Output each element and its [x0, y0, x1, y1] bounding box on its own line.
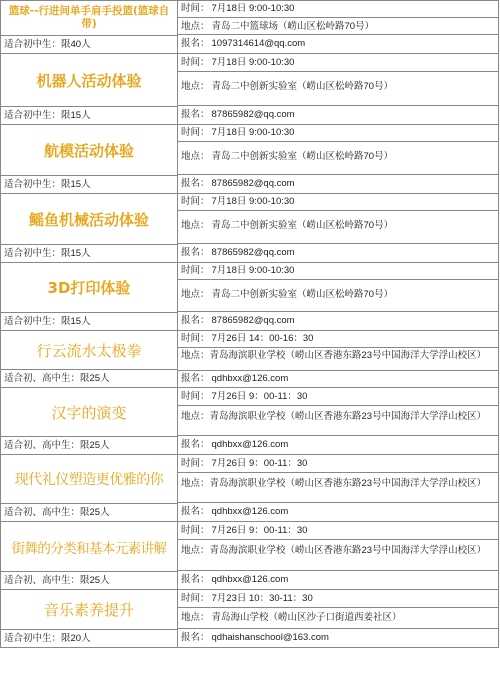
time-row: [178, 388, 498, 406]
time-label: 时间：: [181, 333, 210, 344]
signup-value: qdhbxx@126.com: [211, 373, 289, 385]
signup-value: qdhaishanschool@163.com: [211, 632, 329, 644]
activity-title: 机器人活动体验: [36, 71, 142, 90]
place-label: 地点：: [181, 20, 210, 32]
time-value: 7月18日 9:00-10:30: [211, 265, 295, 276]
signup-value: 87865982@qq.com: [211, 315, 295, 327]
place-label: 地点：: [181, 477, 210, 489]
activity-details: [178, 590, 499, 647]
activity-block: [1, 388, 499, 455]
signup-label: 报名：: [181, 178, 210, 190]
time-label: 时间：: [181, 127, 210, 138]
time-value: 7月26日 9：00-11：30: [211, 525, 308, 536]
signup-label: 报名：: [181, 38, 210, 50]
signup-value: 1097314614@qq.com: [211, 38, 306, 50]
activity-details: [178, 388, 499, 454]
time-label: 时间：: [181, 391, 210, 402]
activity-eligibility: 适合初中生：限15人: [1, 312, 177, 330]
signup-value: 87865982@qq.com: [211, 178, 295, 190]
activity-block: [1, 455, 499, 522]
time-value: 7月18日 9:00-10:30: [211, 3, 295, 14]
activity-title: 现代礼仪塑造更优雅的你: [14, 472, 164, 488]
signup-label: 报名：: [181, 574, 210, 586]
place-value: 青岛二中创新实验室（崂山区松岭路70号）: [211, 150, 394, 162]
place-value: 青岛海滨职业学校（崂山区香港东路23号中国海洋大学浮山校区）: [209, 544, 487, 556]
time-label: 时间：: [181, 525, 210, 536]
signup-value: qdhbxx@126.com: [211, 439, 289, 451]
time-value: 7月18日 9:00-10:30: [211, 57, 295, 68]
activity-left-cell: [1, 263, 178, 330]
time-row: [178, 54, 498, 72]
signup-label: 报名：: [181, 315, 210, 327]
activity-left-cell: [1, 125, 178, 193]
activity-details: [178, 54, 499, 124]
time-row: [178, 455, 498, 473]
signup-label: 报名：: [181, 373, 210, 385]
signup-value: 87865982@qq.com: [211, 109, 295, 120]
time-label: 时间：: [181, 3, 210, 14]
activity-eligibility: 适合初、高中生：限25人: [1, 503, 177, 521]
time-row: [178, 331, 498, 348]
activity-block: [1, 54, 499, 125]
signup-row: [178, 244, 498, 262]
activity-left-cell: [1, 590, 178, 647]
activity-title: 鳐鱼机械活动体验: [28, 210, 149, 229]
time-label: 时间：: [181, 593, 210, 604]
signup-row: [178, 371, 498, 387]
time-value: 7月26日 9：00-11：30: [211, 458, 308, 469]
time-value: 7月18日 9:00-10:30: [211, 127, 295, 138]
place-value: 青岛二中篮球场（崂山区松岭路70号）: [211, 20, 375, 32]
signup-row: [178, 175, 498, 193]
activity-eligibility: 适合初中生：限40人: [1, 35, 177, 53]
place-row: [178, 211, 498, 245]
activity-details: [178, 522, 499, 589]
activity-eligibility: 适合初、高中生：限25人: [1, 571, 177, 589]
signup-label: 报名：: [181, 439, 210, 451]
time-label: 时间：: [181, 196, 210, 207]
activity-block: [1, 194, 499, 263]
time-row: [178, 1, 498, 18]
activity-eligibility: 适合初中生：限15人: [1, 244, 177, 262]
signup-label: 报名：: [181, 506, 210, 518]
time-value: 7月18日 9:00-10:30: [211, 196, 295, 207]
time-label: 时间：: [181, 458, 210, 469]
time-row: [178, 125, 498, 142]
place-row: [178, 280, 498, 313]
signup-row: [178, 106, 498, 124]
time-row: [178, 194, 498, 211]
place-value: 青岛二中创新实验室（崂山区松岭路70号）: [211, 81, 394, 92]
activity-left-cell: [1, 331, 178, 387]
activity-details: [178, 194, 499, 262]
place-label: 地点：: [181, 611, 210, 623]
activity-left-cell: [1, 54, 178, 124]
place-value: 青岛二中创新实验室（崂山区松岭路70号）: [211, 288, 394, 300]
place-row: [178, 608, 498, 630]
activity-block: [1, 590, 499, 648]
place-value: 青岛海滨职业学校（崂山区香港东路23号中国海洋大学浮山校区）: [209, 477, 487, 489]
signup-value: qdhbxx@126.com: [211, 506, 289, 518]
place-label: 地点：: [181, 288, 210, 300]
activity-left-cell: [1, 522, 178, 589]
activity-title: 行云流水太极拳: [36, 341, 142, 360]
signup-row: [178, 629, 498, 647]
place-row: [178, 142, 498, 176]
signup-row: [178, 312, 498, 330]
activity-details: [178, 1, 499, 53]
signup-label: 报名：: [181, 109, 210, 120]
activity-title: 汉字的演变: [51, 403, 127, 422]
signup-row: [178, 436, 498, 454]
time-row: [178, 522, 498, 540]
activity-title: 3D打印体验: [47, 279, 131, 297]
activity-title: 音乐素养提升: [43, 601, 134, 619]
place-row: [178, 18, 498, 36]
place-label: 地点：: [181, 410, 210, 422]
signup-label: 报名：: [181, 632, 210, 644]
place-label: 地点：: [181, 81, 210, 92]
activity-eligibility: 适合初中生：限20人: [1, 629, 177, 647]
place-value: 青岛海滨职业学校（崂山区香港东路23号中国海洋大学浮山校区）: [209, 410, 487, 422]
activity-eligibility: 适合初、高中生：限25人: [1, 436, 177, 454]
place-row: [178, 473, 498, 504]
place-row: [178, 348, 498, 372]
place-row: [178, 540, 498, 572]
place-row: [178, 406, 498, 437]
activity-left-cell: [1, 455, 178, 521]
time-value: 7月26日 14：00-16：30: [211, 333, 314, 344]
place-value: 青岛二中创新实验室（崂山区松岭路70号）: [211, 219, 394, 231]
activity-block: [1, 125, 499, 194]
time-label: 时间：: [181, 57, 210, 68]
place-label: 地点：: [181, 219, 210, 231]
activity-title: 航模活动体验: [43, 141, 134, 160]
activity-eligibility: 适合初中生：限15人: [1, 106, 177, 124]
place-row: [178, 72, 498, 106]
place-label: 地点：: [181, 544, 210, 556]
time-value: 7月26日 9：00-11：30: [211, 391, 308, 402]
activity-title: 篮球--行进间单手肩手投篮(篮球自带): [8, 5, 170, 30]
time-value: 7月23日 10：30-11：30: [211, 593, 313, 604]
activity-left-cell: [1, 388, 178, 454]
time-row: [178, 263, 498, 280]
time-label: 时间：: [181, 265, 210, 276]
activity-left-cell: [1, 1, 178, 53]
activity-details: [178, 331, 499, 387]
signup-row: [178, 35, 498, 53]
signup-value: qdhbxx@126.com: [211, 574, 289, 586]
time-row: [178, 590, 498, 608]
signup-value: 87865982@qq.com: [211, 247, 295, 259]
signup-label: 报名：: [181, 247, 210, 259]
activity-block: [1, 522, 499, 590]
activity-block: [1, 331, 499, 388]
place-value: 青岛海滨职业学校（崂山区香港东路23号中国海洋大学浮山校区）: [209, 349, 487, 361]
activity-eligibility: 适合初、高中生：限25人: [1, 369, 177, 387]
activity-title: 街舞的分类和基本元素讲解: [11, 540, 167, 557]
place-label: 地点：: [181, 150, 210, 162]
activity-block: [1, 1, 499, 54]
activity-eligibility: 适合初中生：限15人: [1, 175, 177, 193]
activity-details: [178, 263, 499, 330]
place-value: 青岛海山学校（崂山区沙子口街道西姜社区）: [211, 611, 402, 623]
activity-details: [178, 455, 499, 521]
activity-details: [178, 125, 499, 193]
signup-row: [178, 503, 498, 521]
activity-left-cell: [1, 194, 178, 262]
activity-block: [1, 263, 499, 331]
signup-row: [178, 571, 498, 589]
place-label: 地点：: [181, 349, 210, 361]
